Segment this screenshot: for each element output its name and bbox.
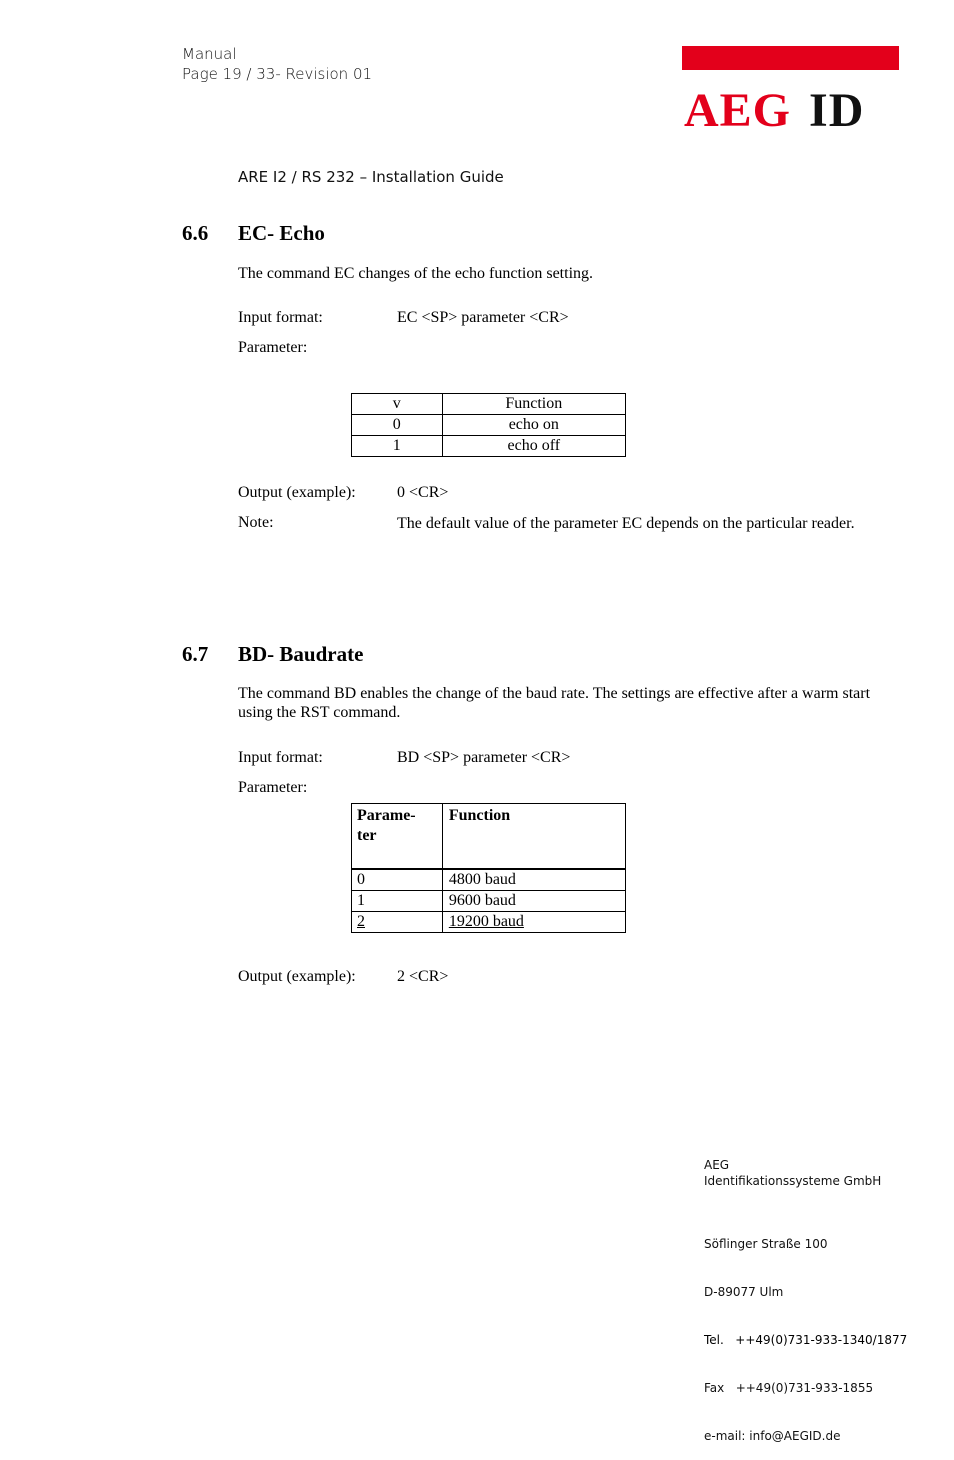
ec-input-value: EC <SP> parameter <CR> (397, 309, 569, 326)
table-header-cell: v (352, 394, 443, 415)
footer-company-line2: Identifikationssysteme GmbH (704, 1174, 882, 1188)
bd-param-label: Parameter: (238, 779, 308, 796)
table-cell-text: 2 (357, 913, 365, 930)
logo-red-bar (682, 46, 899, 70)
bd-description: The command BD enables the change of the baud rate. The settings are effective after a warm start using the RST command. (238, 685, 871, 721)
table-cell: 0 (352, 415, 443, 436)
table-cell: 9600 baud (442, 891, 625, 912)
section-number-ec: 6.6 (182, 221, 209, 245)
ec-parameter-table (351, 393, 626, 457)
doc-type: Manual (182, 45, 237, 63)
footer-address (704, 1204, 907, 1460)
footer-email: e-mail: info@AEGID.de (704, 1429, 841, 1443)
table-cell: 0 (352, 869, 443, 891)
ec-param-label: Parameter: (238, 339, 308, 356)
table-row (352, 869, 626, 891)
table-cell (442, 912, 625, 933)
table-header-row (352, 394, 626, 415)
table-header-cell: Function (442, 394, 625, 415)
section-title-ec: EC- Echo (238, 221, 325, 245)
table-row (352, 912, 626, 933)
ec-description: The command EC changes of the echo function setting. (238, 265, 594, 282)
table-cell-text: 19200 baud (448, 913, 524, 930)
table-header-cell: Function (442, 804, 625, 870)
ec-output-label: Output (example): (238, 484, 356, 501)
page-info: Page 19 / 33- Revision 01 (182, 65, 373, 83)
bd-parameter-table (351, 803, 626, 933)
logo-aeg: AEG (684, 84, 792, 137)
bd-input-value: BD <SP> parameter <CR> (397, 749, 571, 766)
table-row (352, 415, 626, 436)
bd-output-value: 2 <CR> (397, 968, 449, 985)
company-logo (684, 83, 864, 139)
ec-output-value: 0 <CR> (397, 484, 449, 501)
table-cell: 1 (352, 436, 443, 457)
table-cell: echo off (442, 436, 625, 457)
footer-company-line1: AEG (704, 1158, 730, 1172)
section-number-bd: 6.7 (182, 642, 209, 666)
footer-company (704, 1157, 881, 1189)
footer-street: Söflinger Straße 100 (704, 1237, 828, 1251)
table-row (352, 891, 626, 912)
bd-output-label: Output (example): (238, 968, 356, 985)
table-cell: 1 (352, 891, 443, 912)
ec-input-label: Input format: (238, 309, 323, 326)
table-cell: 4800 baud (442, 869, 625, 891)
document-subtitle: ARE I2 / RS 232 – Installation Guide (238, 168, 504, 186)
ec-note-label: Note: (238, 514, 274, 531)
footer-city: D-89077 Ulm (704, 1285, 784, 1299)
ec-note-value: The default value of the parameter EC depends on the particular reader. (397, 515, 855, 532)
table-row (352, 436, 626, 457)
bd-input-label: Input format: (238, 749, 323, 766)
section-title-bd: BD- Baudrate (238, 642, 364, 666)
table-header-row (352, 804, 626, 870)
footer-tel: Tel. ++49(0)731-933-1340/1877 (704, 1333, 908, 1347)
table-cell (352, 912, 443, 933)
table-cell: echo on (442, 415, 625, 436)
logo-id: ID (809, 84, 865, 137)
table-header-cell: Parame- ter (352, 804, 443, 870)
footer-fax: Fax ++49(0)731-933-1855 (704, 1381, 874, 1395)
